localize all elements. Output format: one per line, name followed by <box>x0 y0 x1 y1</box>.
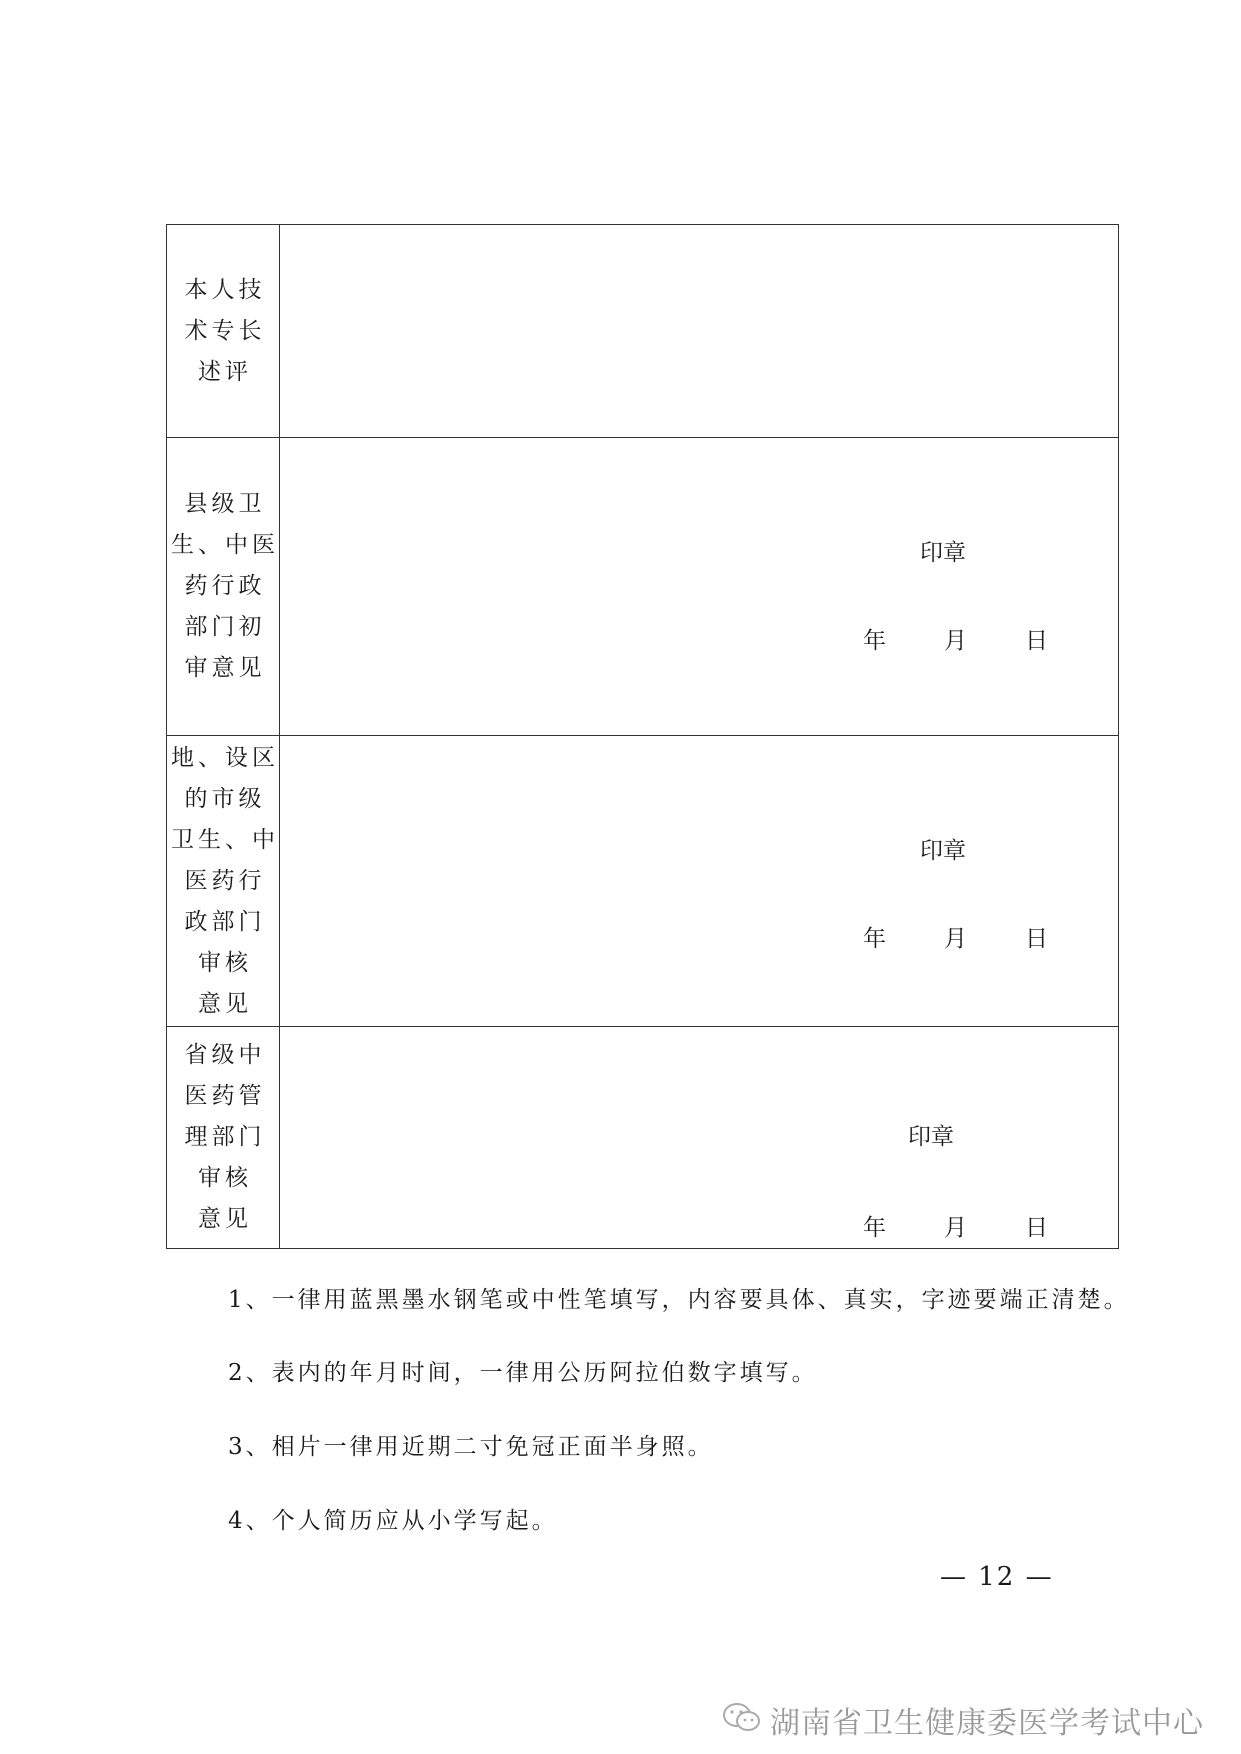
row-label-self-review <box>167 225 280 438</box>
label-line: 审意见 <box>184 655 266 681</box>
self-review-input-area[interactable] <box>280 225 1119 438</box>
date-year: 年 <box>863 628 886 654</box>
form-row-county-review <box>167 438 1119 736</box>
seal-label: 印章 <box>908 1124 954 1150</box>
form-row-self-review <box>167 225 1119 438</box>
province-review-input-area[interactable] <box>280 1027 1119 1249</box>
label-line: 述评 <box>198 358 252 385</box>
form-row-city-review <box>167 736 1119 1027</box>
note-4: 4、个人简历应从小学写起。 <box>228 1508 558 1534</box>
label-line: 意见 <box>198 1206 252 1232</box>
label-line: 地、设区 <box>171 744 279 771</box>
note-1: 1、一律用蓝黑墨水钢笔或中性笔填写，内容要具体、真实，字迹要端正清楚。 <box>228 1287 1130 1313</box>
label-line: 医药行 <box>184 867 266 894</box>
seal-label: 印章 <box>920 838 966 864</box>
date-day: 日 <box>1025 1215 1048 1241</box>
row-label-city-review <box>167 736 280 1027</box>
label-line: 省级中 <box>184 1042 266 1068</box>
label-line: 审核 <box>198 1165 252 1191</box>
form-row-province-review <box>167 1027 1119 1249</box>
watermark-text: 湖南省卫生健康委医学考试中心 <box>770 1706 1204 1741</box>
note-2: 2、表内的年月时间，一律用公历阿拉伯数字填写。 <box>228 1360 818 1386</box>
seal-label: 印章 <box>920 540 966 566</box>
label-line: 意见 <box>198 990 252 1017</box>
label-line: 生、中医 <box>171 532 279 558</box>
page-number: — 12 — <box>940 1562 1054 1592</box>
date-year: 年 <box>863 1215 886 1241</box>
date-day: 日 <box>1025 926 1048 952</box>
row-label-province-review <box>167 1027 280 1249</box>
label-line: 部门初 <box>184 614 266 640</box>
label-line: 卫生、中 <box>171 826 279 853</box>
county-review-input-area[interactable] <box>280 438 1119 736</box>
label-line: 术专长 <box>184 317 266 344</box>
review-form-table <box>166 224 1119 1249</box>
label-line: 审核 <box>198 949 252 976</box>
note-3: 3、相片一律用近期二寸免冠正面半身照。 <box>228 1434 714 1460</box>
date-day: 日 <box>1025 628 1048 654</box>
label-line: 县级卫 <box>184 491 266 517</box>
label-line: 医药管 <box>184 1083 266 1109</box>
date-month: 月 <box>944 1215 967 1241</box>
date-month: 月 <box>944 926 967 952</box>
date-year: 年 <box>863 926 886 952</box>
city-review-input-area[interactable] <box>280 736 1119 1027</box>
label-line: 药行政 <box>184 573 266 599</box>
label-line: 理部门 <box>184 1124 266 1150</box>
wechat-icon <box>722 1701 762 1739</box>
row-label-county-review <box>167 438 280 736</box>
label-line: 的市级 <box>184 785 266 812</box>
watermark <box>722 1698 1204 1742</box>
date-month: 月 <box>944 628 967 654</box>
label-line: 本人技 <box>184 276 266 303</box>
label-line: 政部门 <box>184 908 266 935</box>
